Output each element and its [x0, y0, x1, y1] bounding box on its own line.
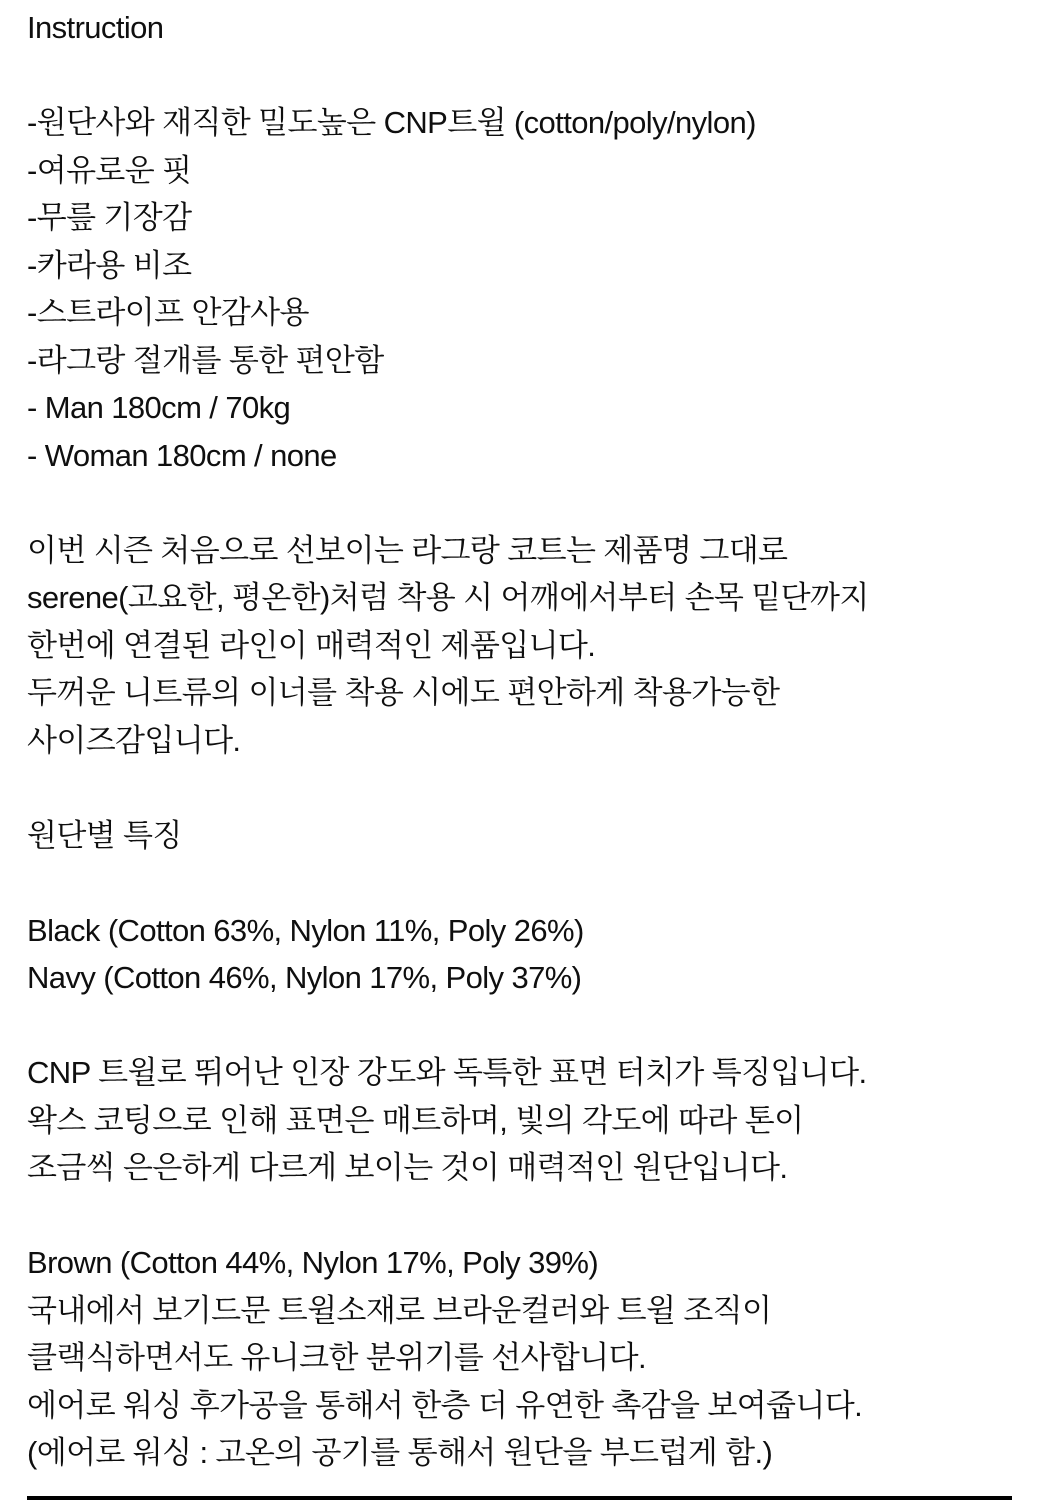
fabric-cnp-paragraph: [27, 1049, 1012, 1192]
fabric-brown-line: (에어로 워싱 : 고온의 공기를 통해서 원단을 부드럽게 함.): [27, 1435, 773, 1470]
fabric-brown-paragraph: [27, 1239, 1012, 1477]
fabric-section-header: [27, 812, 1012, 860]
fabric-cnp-line: CNP 트윌로 뛰어난 인장 강도와 독특한 표면 터치가 특징입니다.: [27, 1055, 867, 1090]
overview-line: 이번 시즌 처음으로 선보이는 라그랑 코트는 제품명 그대로: [27, 532, 788, 568]
feature-line: -원단사와 재직한 밀도높은 CNP트윌 (cotton/poly/nylon): [27, 105, 756, 140]
model-size-line: - Man 180cm / 70kg: [27, 390, 291, 425]
fabric-section-title: 원단별 특징: [27, 817, 182, 853]
overview-line: serene(고요한, 평온한)처럼 착용 시 어깨에서부터 손목 밑단까지: [27, 580, 869, 615]
feature-line: -카라용 비조: [27, 247, 192, 283]
fabric-brown-line: Brown (Cotton 44%, Nylon 17%, Poly 39%): [27, 1245, 599, 1280]
instruction-header: [27, 4, 1012, 52]
fabric-brown-line: 클랙식하면서도 유니크한 분위기를 선사합니다.: [27, 1340, 646, 1375]
feature-line: -무릎 기장감: [27, 200, 192, 235]
fabric-brown-line: 국내에서 보기드문 트윌소재로 브라운컬러와 트윌 조직이: [27, 1292, 772, 1328]
overview-paragraph: [27, 527, 1012, 765]
feature-line: -여유로운 핏: [27, 152, 192, 188]
fabric-cnp-line: 조금씩 은은하게 다르게 보이는 것이 매력적인 원단입니다.: [27, 1150, 788, 1185]
overview-line: 두꺼운 니트류의 이너를 착용 시에도 편안하게 착용가능한: [27, 675, 780, 710]
bottom-divider: [27, 1496, 1012, 1500]
feature-list: [27, 99, 1012, 479]
model-size-line: - Woman 180cm / none: [27, 437, 337, 473]
fabric-black-line: Black (Cotton 63%, Nylon 11%, Poly 26%): [27, 912, 584, 948]
overview-line: 사이즈감입니다.: [27, 722, 241, 758]
feature-line: -스트라이프 안감사용: [27, 295, 309, 330]
feature-line: -라그랑 절개를 통한 편안함: [27, 342, 384, 378]
fabric-navy-line: Navy (Cotton 46%, Nylon 17%, Poly 37%): [27, 960, 582, 995]
fabric-cnp-line: 왁스 코팅으로 인해 표면은 매트하며, 빛의 각도에 따라 톤이: [27, 1102, 804, 1138]
fabric-brown-line: 에어로 워싱 후가공을 통해서 한층 더 유연한 촉감을 보여줍니다.: [27, 1387, 863, 1423]
instruction-title: Instruction: [27, 10, 164, 45]
fabric-composition-black-navy: [27, 907, 1012, 1002]
overview-line: 한번에 연결된 라인이 매력적인 제품입니다.: [27, 627, 596, 663]
